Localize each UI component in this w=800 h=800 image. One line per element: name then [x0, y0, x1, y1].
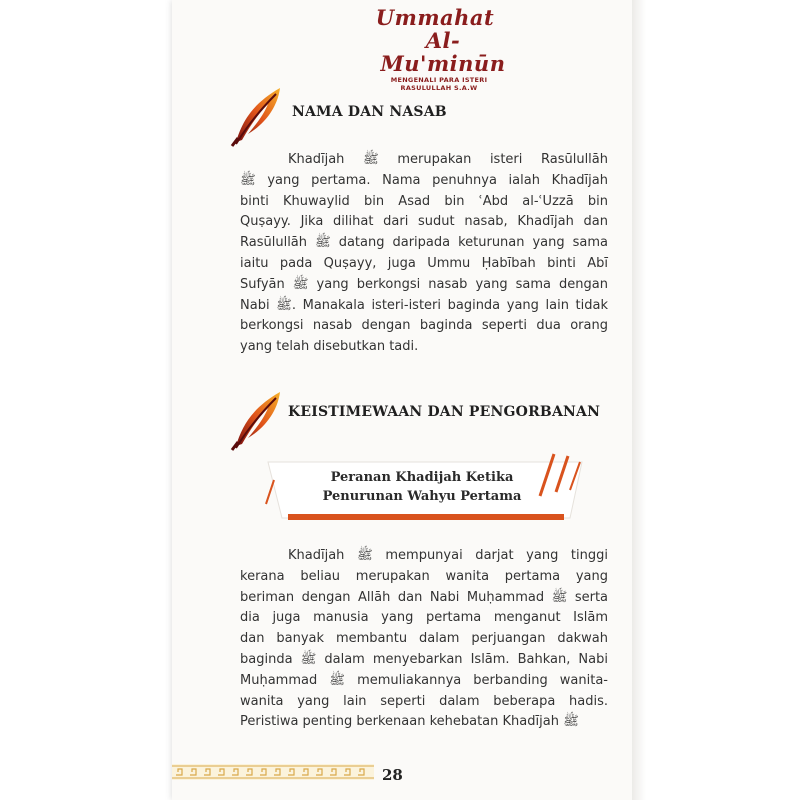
text-line: binti Khuwaylid bin Asad bin ʿAbd al-ʿUzzā bin	[240, 193, 608, 209]
feather-icon	[228, 82, 288, 148]
text-line: Quṣayy. Jika dilihat dari sudut nasab, Khadījah dan	[240, 214, 608, 230]
feather-icon	[228, 386, 288, 452]
book-brand	[364, 6, 514, 92]
text-line: Rasūlullāh ﷺ datang daripada keturunan yang sama	[240, 235, 608, 251]
text-line: yang telah disebutkan tadi.	[240, 339, 419, 355]
brand-line2: Al-Mu'minūn	[380, 28, 506, 76]
text-line: kerana beliau merupakan wanita pertama yang	[240, 568, 608, 584]
page-edge	[632, 0, 646, 800]
page-number: 28	[382, 766, 403, 784]
text-line: beriman dengan Allāh dan Nabi Muḥammad ﷺ serta	[240, 589, 609, 605]
text-line: Sufyān ﷺ yang berkongsi nasab yang sama dengan	[240, 276, 608, 292]
text-line: Nabi ﷺ. Manakala isteri-isteri baginda yang lain tidak	[240, 297, 608, 313]
text-line: iaitu pada Quṣayy, juga Ummu Ḥabībah binti Abī	[240, 255, 608, 271]
text-line: dan banyak membantu dalam perjuangan dakwah	[240, 631, 608, 647]
brand-line1: Ummahat	[375, 5, 495, 30]
text-line: dia juga manusia yang pertama menganut Islām	[240, 610, 608, 626]
subheading-text	[292, 468, 552, 506]
text-line: wanita yang lain seperti dalam beberapa hadis.	[240, 693, 608, 709]
text-line: Peristiwa penting berkenaan kehebatan Khadījah ﷺ	[240, 714, 579, 730]
paragraph-nama-dan-nasab	[240, 150, 608, 358]
text-line: Muḥammad ﷺ memuliakannya berbanding wanita-	[240, 672, 608, 688]
section-title-nama-dan-nasab: NAMA DAN NASAB	[292, 104, 447, 120]
subheading-line2: Penurunan Wahyu Pertama	[322, 489, 522, 504]
paragraph-keistimewaan	[240, 546, 608, 733]
text-line: ﷺ yang pertama. Nama penuhnya ialah Khadījah	[240, 172, 608, 188]
brand-subtitle: MENGENALI PARA ISTERI RASULULLAH S.A.W	[390, 76, 488, 92]
footer-border-pattern	[172, 764, 374, 780]
text-line: Khadījah ﷺ mempunyai darjat yang tinggi	[288, 548, 608, 563]
text-line: Khadījah ﷺ merupakan isteri Rasūlullāh	[288, 152, 608, 167]
text-line: berkongsi nasab dengan baginda seperti dua orang	[240, 318, 608, 334]
text-line: baginda ﷺ dalam menyebarkan Islām. Bahkan, Nabi	[240, 651, 608, 667]
section-title-keistimewaan: KEISTIMEWAAN DAN PENGORBANAN	[288, 404, 601, 420]
subheading-line1: Peranan Khadijah Ketika	[330, 470, 514, 485]
